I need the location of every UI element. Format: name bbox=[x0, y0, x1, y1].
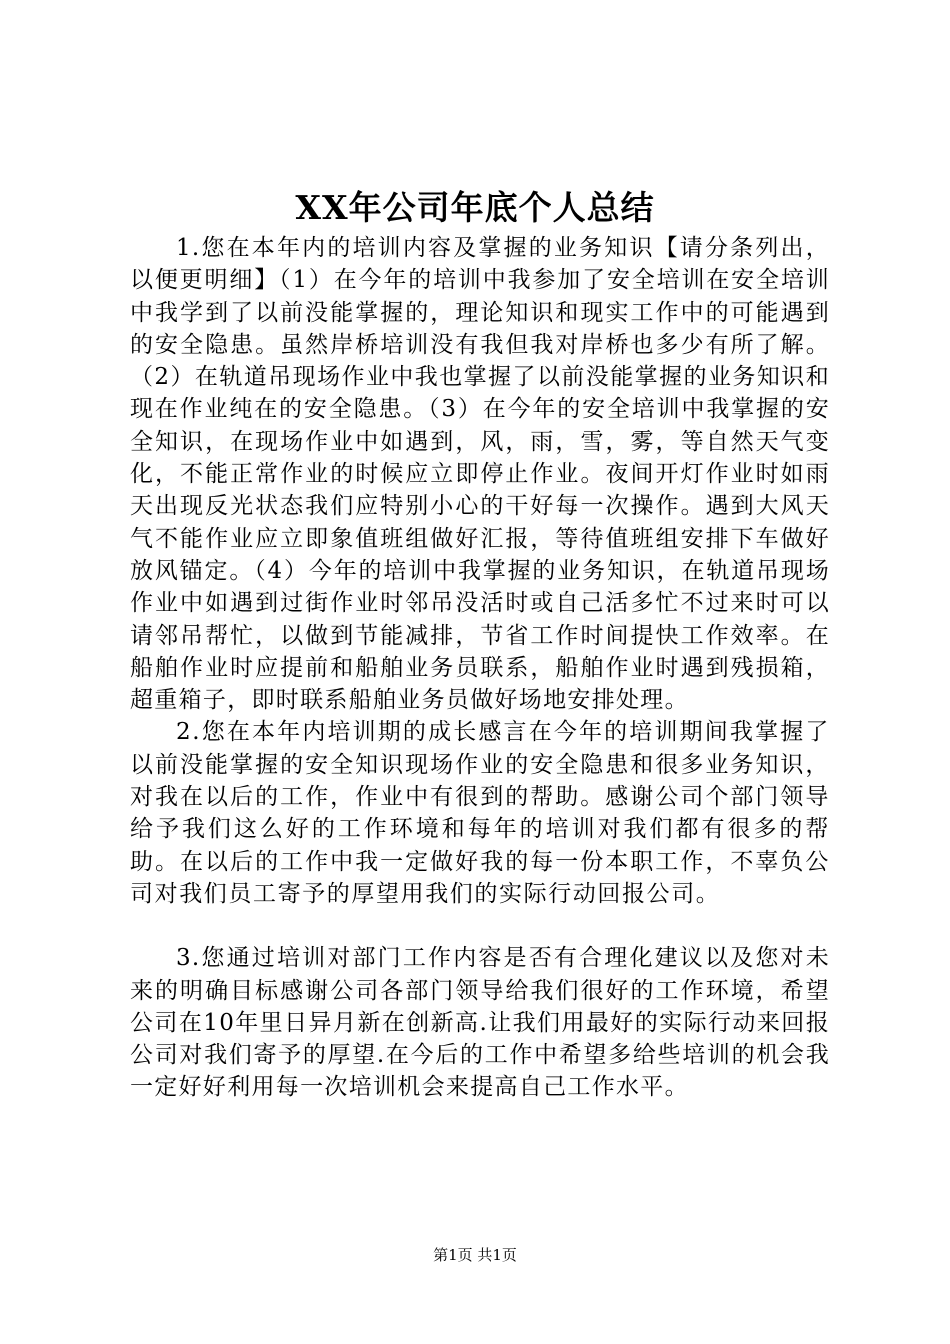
document-title: XX年公司年底个人总结 bbox=[295, 188, 655, 227]
document-body bbox=[130, 232, 830, 1104]
paragraph-3: 3.您通过培训对部门工作内容是否有合理化建议以及您对未来的明确目标感谢公司各部门领导给我们很好的工作环境，希望公司在10年里日异月新在创新高.让我们用最好的实际行动来回报公司对我们寄予的厚望.在今后的工作中希望多给些培训的机会我一定好好利用每一次培训机会来提高自己工作水平。 bbox=[130, 945, 830, 1101]
paragraph-1: 1.您在本年内的培训内容及掌握的业务知识【请分条列出，以便更明细】（1）在今年的培训中我参加了安全培训在安全培训中我学到了以前没能掌握的，理论知识和现实工作中的可能遇到的安全隐患。虽然岸桥培训没有我但我对岸桥也多少有所了解。（2）在轨道吊现场作业中我也掌握了以前没能掌握的业务知识和现在作业纯在的安全隐患。（3）在今年的安全培训中我掌握的安全知识，在现场作业中如遇到，风，雨，雪，雾，等自然天气变化，不能正常作业的时候应立即停止作业。夜间开灯作业时如雨天出现反光状态我们应特别小心的干好每一次操作。遇到大风天气不能作业应立即象值班组做好汇报，等待值班组安排下车做好放风锚定。（4）今年的培训中我掌握的业务知识，在轨道吊现场作业中如遇到过街作业时邻吊没活时或自己活多忙不过来时可以请邻吊帮忙，以做到节能减排，节省工作时间提快工作效率。在船舶作业时应提前和船舶业务员联系，船舶作业时遇到残损箱，超重箱子，即时联系船舶业务员做好场地安排处理。 bbox=[130, 235, 830, 714]
page-footer: 第1页 共1页 bbox=[433, 1246, 517, 1264]
paragraph-spacer bbox=[130, 910, 830, 942]
paragraph-2: 2.您在本年内培训期的成长感言在今年的培训期间我掌握了以前没能掌握的安全知识现场作业的安全隐患和很多业务知识，对我在以后的工作，作业中有很到的帮助。感谢公司个部门领导给予我们这么好的工作环境和每年的培训对我们都有很多的帮助。在以后的工作中我一定做好我的每一份本职工作，不辜负公司对我们员工寄予的厚望用我们的实际行动回报公司。 bbox=[130, 719, 830, 907]
